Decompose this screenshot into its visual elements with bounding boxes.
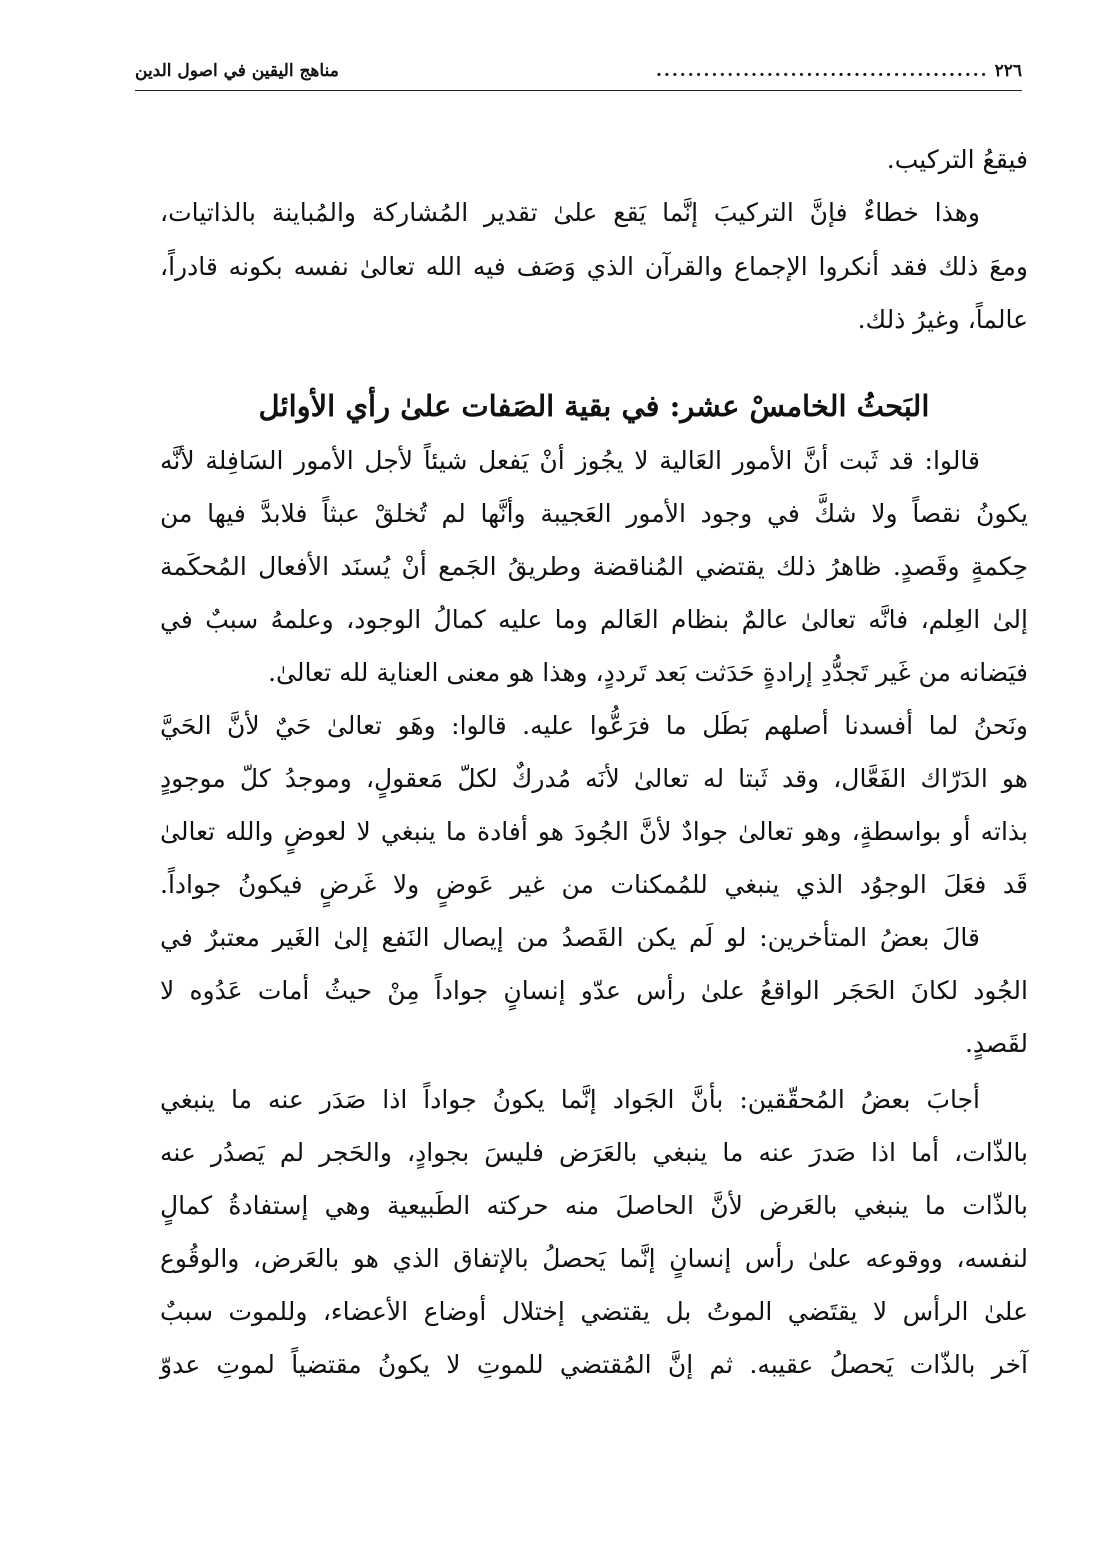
text-line: بالذّات ما ينبغي بالعَرض لأنَّ الحاصلَ منه حركته الطَبيعية وهي إستفادةُ كمالٍ — [160, 1191, 1028, 1220]
text-line: بالذّات، أما اذا صَدرَ عنه ما ينبغي بالعَرَض فليسَ بجوادٍ، والحَجر لم يَصدُر عنه — [160, 1138, 1028, 1167]
page-number: ٢٢٦ — [994, 61, 1022, 81]
section-heading: البَحثُ الخامسْ عشر: في بقية الصَفات علىٰ رأي الأوائل — [258, 389, 930, 423]
text-line: آخر بالذّات يَحصلُ عقيبه. ثم إنَّ المُقتضي للموتِ لا يكونُ مقتضياً لموتِ عدوّ — [160, 1350, 1028, 1379]
text-line: علىٰ الرأس لا يقتَضي الموتُ بل يقتضي إختلال أوضاع الأعضاء، وللموت سببٌ — [160, 1297, 1028, 1326]
text-line: هو الدَرّاك الفَعَّال، وقد ثَبتا له تعالىٰ لأنَه مُدركٌ لكلّ مَعقولٍ، وموجدُ كلّ موجودٍ — [160, 764, 1028, 793]
text-line: لنفسه، ووقوعه علىٰ رأس إنسانٍ إنَّما يَحصلُ بالإتفاق الذي هو بالعَرض، والوقُوع — [160, 1244, 1028, 1273]
book-title: مناهج اليقين في اصول الدين — [135, 61, 339, 81]
header-leader-dots: .......................................... — [656, 61, 989, 81]
text-line: فيَضانه من غَير تَجدُّدِ إرادةٍ حَدَثت بَعد تَرددٍ، وهذا هو معنى العناية لله تعالىٰ. — [268, 658, 1028, 687]
text-line: يكونُ نقصاً ولا شكَّ في وجود الأمور العَجيبة وأنَّها لم تُخلقْ عبثاً فلابدَّ فيها من — [160, 499, 1028, 528]
text-line: لقَصدٍ. — [964, 1029, 1028, 1058]
text-line: الجُود لكانَ الحَجَر الواقعُ علىٰ رأس عدّو إنسانٍ جواداً مِنْ حيثُ أمات عَدُوه لا — [160, 976, 1028, 1005]
text-line: ونَحنُ لما أفسدنا أصلهم بَطَل ما فرَعُّوا عليه. قالوا: وهَو تعالىٰ حَيٌ لأنَّ الحَيَّ — [160, 711, 1028, 740]
text-line: عالماً، وغيرُ ذلك. — [857, 305, 1028, 334]
text-line: فيقعُ التركيب. — [886, 145, 1028, 174]
text-line: ومعَ ذلك فقد أنكروا الإجماع والقرآن الذي وَصَف فيه الله تعالىٰ نفسه بكونه قادراً، — [160, 252, 1028, 281]
text-line: قَد فعَلَ الوجوُد الذي ينبغي للمُمكنات من غير عَوضٍ ولا غَرضٍ فيكونُ جواداً. — [160, 870, 1028, 899]
text-line: بذاته أو بواسطةٍ، وهو تعالىٰ جوادٌ لأنَّ الجُودَ هو أفادة ما ينبغي لا لعوضٍ والله تعالىٰ — [160, 817, 1028, 846]
running-header — [135, 52, 1022, 91]
text-line: إلىٰ العِلم، فانَّه تعالىٰ عالمٌ بنظام العَالم وما عليه كمالُ الوجود، وعلمهُ سببٌ في — [160, 605, 1028, 634]
text-line: قالَ بعضُ المتأخرين: لو لَم يكن القَصدُ من إيصال النَفع إلىٰ الغَير معتبرٌ في — [160, 923, 980, 952]
text-line: حِكمةٍ وقَصدٍ. ظاهرُ ذلك يقتضي المُناقضة وطريقُ الجَمع أنْ يُسنَد الأفعال المُحكَمة — [160, 552, 1028, 581]
text-line: قالوا: قد ثَبت أنَّ الأمور العَالية لا يجُوز أنْ يَفعل شيئاً لأجل الأمور السَافِلة لأنَّه — [160, 446, 980, 475]
text-line: وهذا خطاءٌ فإنَّ التركيبَ إنَّما يَقع علىٰ تقدير المُشاركة والمُباينة بالذاتيات، — [160, 198, 980, 227]
text-line: أجابَ بعضُ المُحقّقين: بأنَّ الجَواد إنَّما يكونُ جواداً اذا صَدَر عنه ما ينبغي — [160, 1085, 980, 1114]
